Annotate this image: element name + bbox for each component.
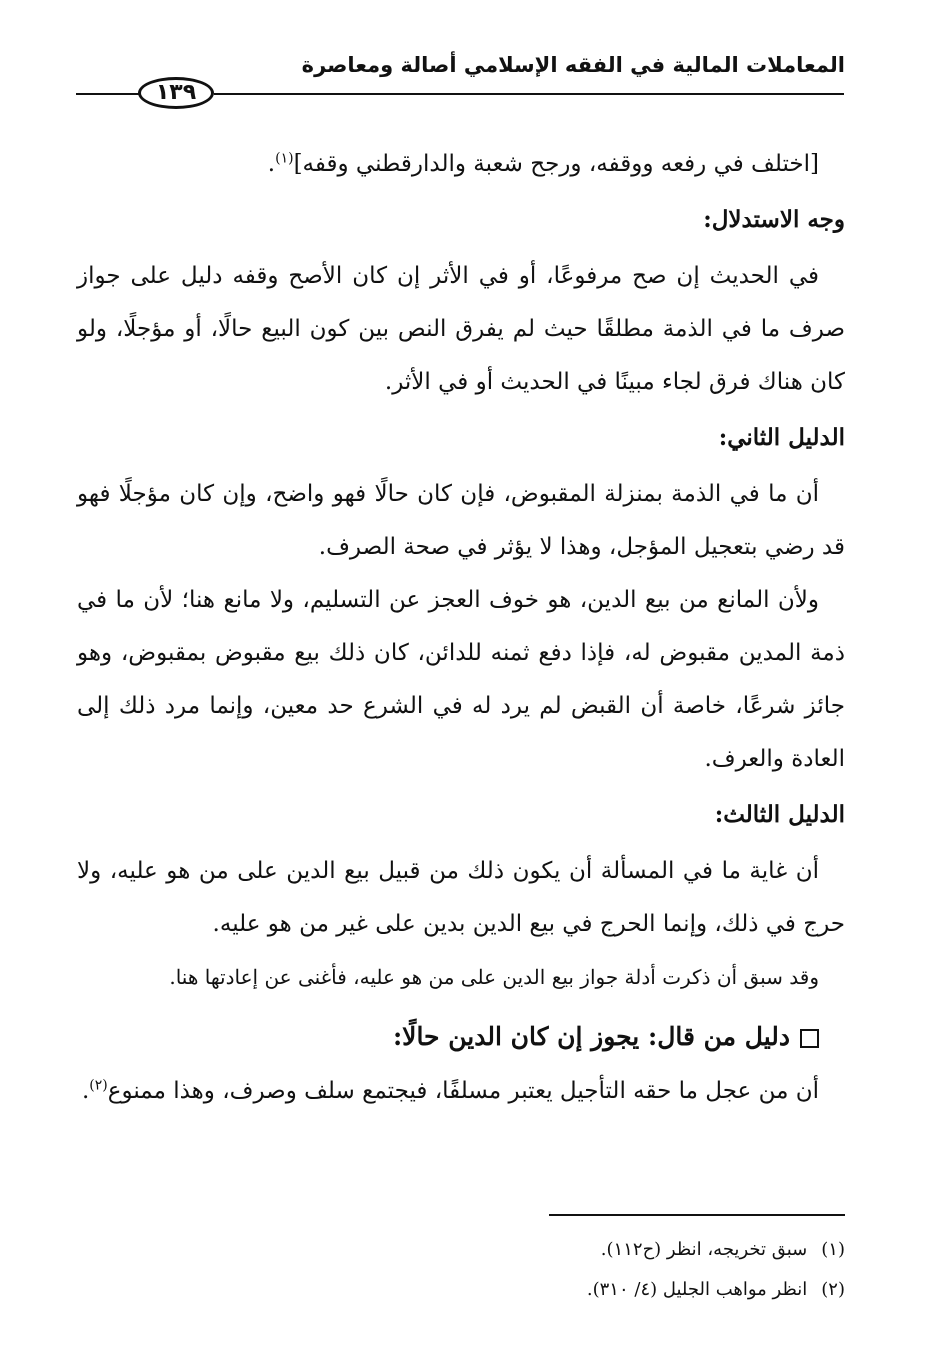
paragraph-7: [77, 1065, 845, 1118]
heading-inference: وجه الاستدلال:: [703, 206, 845, 233]
paragraph-4: ولأن المانع من بيع الدين، هو خوف العجز عن التسليم، ولا مانع هنا؛ لأن ما في ذمة المدين مقبوض له، فإذا دفع ثمنه للدائن، كان ذلك بيع مقبوض بمقبوض، وهو جائز شرعًا، خاصة أن القبض لم يرد له في الشرع حد معين، وإنما مرد ذلك إلى العادة والعرف.: [77, 587, 845, 772]
main-text: [77, 138, 845, 1118]
paragraph-1-end: .: [267, 151, 276, 177]
footnote-separator: [549, 1214, 845, 1216]
section-heading-text: دليل من قال: يجوز إن كان الدين حالًا:: [392, 1022, 790, 1051]
heading-third-evidence: الدليل الثالث:: [714, 801, 845, 828]
footnote-1-number: (١): [821, 1239, 845, 1260]
paragraph-6: وقد سبق أن ذكرت أدلة جواز بيع الدين على من هو عليه، فأغنى عن إعادتها هنا.: [169, 965, 819, 989]
footnote-2-text: انظر مواهب الجليل (٤/ ٣١٠).: [586, 1279, 808, 1300]
paragraph-5: أن غاية ما في المسألة أن يكون ذلك من قبيل بيع الدين على من هو عليه، ولا حرج في ذلك، وإنما الحرج في بيع الدين بدين على غير من هو عليه.: [77, 858, 845, 937]
footnote-2: [77, 1270, 845, 1310]
paragraph-1: [77, 138, 845, 191]
square-bullet-icon: [800, 1029, 819, 1048]
running-title: المعاملات المالية في الفقه الإسلامي أصالة ومعاصرة: [301, 53, 845, 77]
paragraph-7-text: أن من عجل ما حقه التأجيل يعتبر مسلفًا، فيجتمع سلف وصرف، وهذا ممنوع: [107, 1078, 819, 1104]
footnote-1-text: سبق تخريجه، انظر (ح١١٢).: [600, 1239, 808, 1260]
header-rule-right: [214, 93, 844, 95]
footnote-1: [77, 1230, 845, 1270]
header-rule-left: [76, 93, 140, 95]
paragraph-3: أن ما في الذمة بمنزلة المقبوض، فإن كان حالًا فهو واضح، وإن كان مؤجلًا فهو قد رضي بتعجيل المؤجل، وهذا لا يؤثر في صحة الصرف.: [77, 481, 845, 560]
footnotes: [77, 1230, 845, 1310]
paragraph-1-text: [اختلف في رفعه ووقفه، ورجح شعبة والدارقطني وقفه]: [293, 151, 819, 177]
paragraph-2: في الحديث إن صح مرفوعًا، أو في الأثر إن كان الأصح وقفه دليل على جواز صرف ما في الذمة مطلقًا حيث لم يفرق النص بين كون البيع حالًا، أو مؤجلًا، ولو كان هناك فرق لجاء مبينًا في الحديث أو في الأثر.: [77, 263, 845, 395]
footnote-2-number: (٢): [821, 1279, 845, 1300]
section-heading: [77, 1010, 845, 1063]
footnote-ref-2: (٢): [89, 1077, 108, 1094]
heading-second-evidence: الدليل الثاني:: [718, 424, 845, 451]
footnote-ref-1: (١): [275, 150, 294, 167]
page-number: ١٣٩: [138, 77, 214, 109]
paragraph-7-end: .: [81, 1078, 90, 1104]
